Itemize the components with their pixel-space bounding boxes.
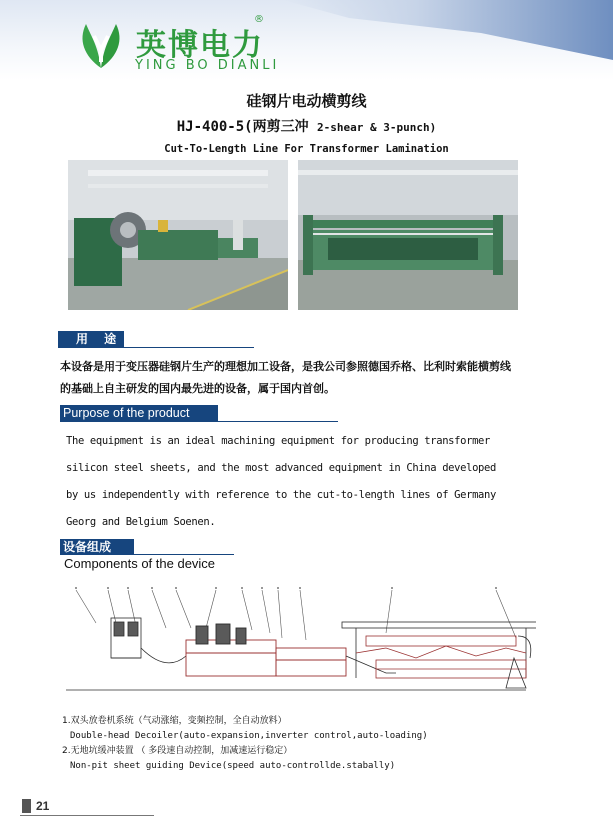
purpose-description-en: [66, 428, 586, 536]
section-label-components-en: Components of the device: [64, 556, 216, 571]
components-list: [62, 714, 582, 774]
divider: [218, 421, 338, 422]
brand-name-en: YING BO DIANLI: [135, 58, 280, 73]
model-title: [0, 116, 613, 136]
section-label-components-cn: 设备组成: [60, 539, 134, 555]
section-label-purpose: Purpose of the product: [60, 405, 218, 422]
factory-photo-right: [298, 160, 518, 310]
model-title-main: HJ-400-5(两剪三冲: [176, 119, 318, 135]
section-label-use: 用 途: [58, 331, 124, 348]
page-marker-block: [22, 799, 31, 813]
page-title-cn: 硅钢片电动横剪线: [246, 92, 367, 110]
list-item-en: Non-pit sheet guiding Device(speed auto-controllde.stabally): [70, 761, 396, 771]
paragraph-line: 本设备是用于变压器硅钢片生产的理想加工设备，是我公司参照德国乔格、比利时索能横剪线: [60, 360, 511, 373]
brand-logo-icon: [72, 16, 130, 74]
list-item-cn: 1.双头放卷机系统（气动涨缩，变频控制，全自动放料）: [62, 716, 287, 726]
factory-photo-left: [68, 160, 288, 310]
footer-divider: [20, 815, 154, 816]
use-description-cn: [60, 356, 580, 400]
paragraph-line: Georg and Belgium Soenen.: [66, 516, 216, 528]
divider: [124, 347, 254, 348]
paragraph-line: 的基础上自主研发的国内最先进的设备，属于国内首创。: [60, 382, 335, 395]
paragraph-line: The equipment is an ideal machining equipment for producing transformer: [66, 435, 490, 447]
brand-name-cn: 英博电力: [136, 28, 264, 63]
list-item-en: Double-head Decoiler(auto-expansion,inverter control,auto-loading): [70, 731, 428, 741]
list-item-cn: 2.无地坑缓冲装置 （ 多段速自动控制，加减速运行稳定）: [62, 746, 293, 756]
model-title-sub: 2-shear & 3-punch): [317, 121, 437, 134]
paragraph-line: by us independently with reference to the cut-to-length lines of Germany: [66, 489, 496, 501]
line-layout-diagram: [56, 578, 536, 708]
page-number: 21: [36, 799, 50, 813]
page-title-en: Cut-To-Length Line For Transformer Lamination: [164, 143, 449, 155]
registered-mark: ®: [254, 14, 264, 25]
paragraph-line: silicon steel sheets, and the most advanced equipment in China developed: [66, 462, 496, 474]
divider: [134, 554, 234, 555]
